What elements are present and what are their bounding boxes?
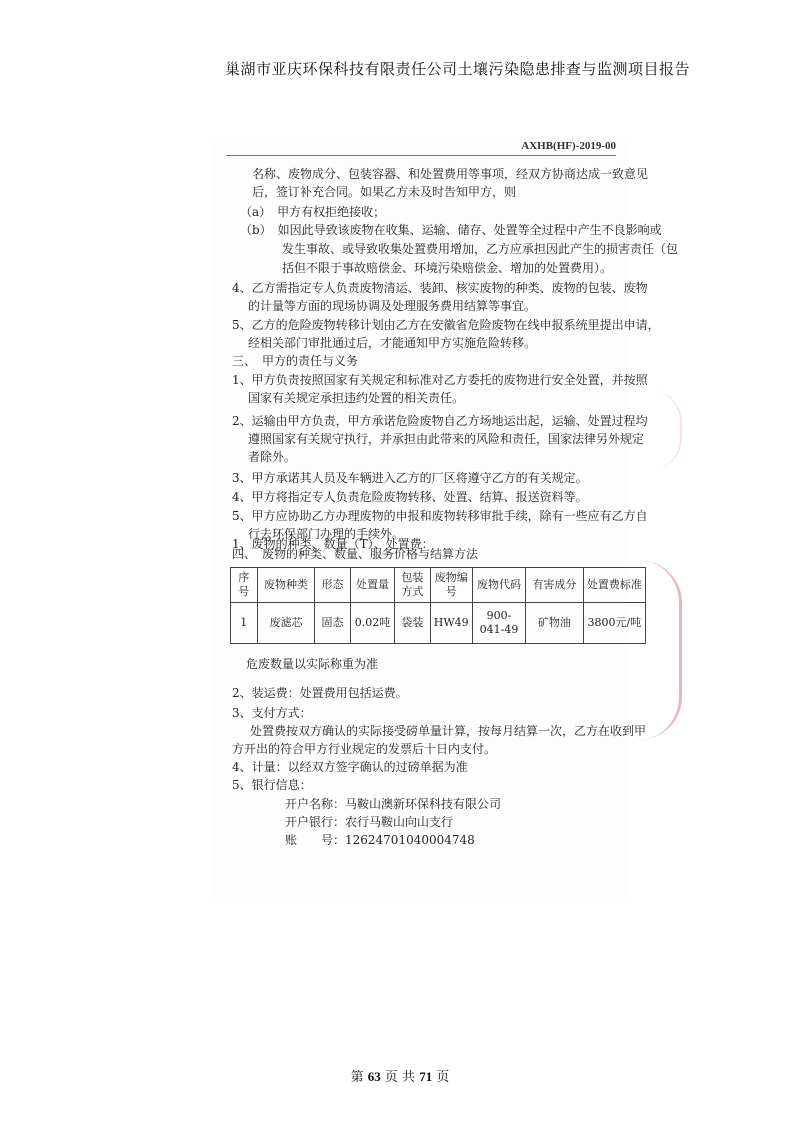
bank-account-number: 账 号：12624701040004748 <box>285 833 475 847</box>
text-line: 者除外。 <box>248 450 297 464</box>
column-header: 废物代码 <box>472 568 525 603</box>
table-row <box>231 603 646 644</box>
text-line: 5、乙方的危险废物转移计划由乙方在安徽省危险废物在线申报系统里提出申请， <box>232 318 660 332</box>
column-header: 有害成分 <box>526 568 584 603</box>
footer-middle: 页 共 <box>384 1070 416 1085</box>
text-line: 行去环保部门办理的手续外。 <box>248 527 405 541</box>
table-cell: 3800元/吨 <box>583 603 645 644</box>
footer-prefix: 第 <box>350 1070 364 1085</box>
text-line: 1、废物的种类、数量（T）、处置费： <box>232 537 434 551</box>
text-line: 3、甲方承诺其人员及车辆进入乙方的厂区将遵守乙方的有关规定。 <box>232 471 588 485</box>
document-code: AXHB(HF)-2019-00 <box>521 140 616 152</box>
column-header: 形态 <box>315 568 350 603</box>
current-page-number: 63 <box>367 1069 381 1084</box>
text-line: 4、计量：以经双方签字确认的过磅单据为准 <box>232 760 468 774</box>
text-line: 遵照国家有关规守执行，并承担由此带来的风险和责任，国家法律另外规定 <box>248 432 645 446</box>
text-line: 发生事故、或导致收集处置费用增加，乙方应承担因此产生的损害责任（包 <box>282 242 679 256</box>
text-line: 2、装运费：处置费用包括运费。 <box>232 686 408 700</box>
text-line: 名称、废物成分、包装容器、和处置费用等事项，经双方协商达成一致意见 <box>252 167 649 181</box>
header-rule <box>226 155 616 156</box>
faint-seal-mark <box>650 390 682 470</box>
column-header: 处置费标准 <box>583 568 645 603</box>
table-cell: 矿物油 <box>526 603 584 644</box>
section-heading: 三、 甲方的责任与义务 <box>232 354 359 368</box>
text-line: 2、运输由甲方负责，甲方承诺危险废物自乙方场地运出起，运输、处置过程均 <box>232 414 648 428</box>
column-header: 包装方式 <box>395 568 430 603</box>
total-page-number: 71 <box>419 1069 433 1084</box>
text-line: 方开出的符合甲方行业规定的发票后十日内支付。 <box>232 742 497 756</box>
text-line: （a） 甲方有权拒绝接收； <box>240 205 386 219</box>
column-header: 序号 <box>231 568 258 603</box>
table-header-row <box>231 568 646 603</box>
column-header: 废物种类 <box>257 568 315 603</box>
table-cell: 废滤芯 <box>257 603 315 644</box>
table-cell: HW49 <box>430 603 472 644</box>
text-line: 国家有关规定承担违约处置的相关责任。 <box>248 391 465 405</box>
footer-suffix: 页 <box>436 1070 450 1085</box>
section-heading: 四、 废物的种类、数量、服务价格与结算方法 <box>232 547 479 561</box>
bank-account-name: 开户名称：马鞍山澳新环保科技有限公司 <box>285 797 502 811</box>
text-line: 危废数量以实际称重为准 <box>246 657 379 671</box>
text-line: 的计量等方面的现场协调及处理服务费用结算等事宜。 <box>248 299 537 313</box>
bank-name: 开户银行：农行马鞍山向山支行 <box>285 815 454 829</box>
column-header: 处置量 <box>350 568 394 603</box>
table-cell: 固态 <box>315 603 350 644</box>
text-line: 1、甲方负责按照国家有关规定和标准对乙方委托的废物进行安全处置，并按照 <box>232 373 648 387</box>
text-line: 经相关部门审批通过后，才能通知甲方实施危险转移。 <box>248 336 537 350</box>
text-line: 括但不限于事故赔偿金、环境污染赔偿金、增加的处置费用）。 <box>282 261 613 275</box>
table-cell: 袋装 <box>395 603 430 644</box>
text-line: （b） 如因此导致该废物在收集、运输、储存、处置等全过程中产生不良影响或 <box>240 223 662 237</box>
page-footer <box>0 1066 800 1085</box>
text-line: 4、甲方将指定专人负责危险废物转移、处置、结算、报送资料等。 <box>232 490 588 504</box>
column-header: 废物编号 <box>430 568 472 603</box>
text-line: 3、支付方式： <box>232 706 312 720</box>
text-line: 5、甲方应协助乙方办理废物的申报和废物转移审批手续，除有一些应有乙方自 <box>232 509 648 523</box>
table-cell: 900-041-49 <box>472 603 525 644</box>
text-line: 处置费按双方确认的实际接受磅单量计算，按每月结算一次，乙方在收到甲 <box>250 724 647 738</box>
table-cell: 1 <box>231 603 258 644</box>
text-line: 后，签订补充合同。如果乙方未及时告知甲方，则 <box>252 185 517 199</box>
table-cell: 0.02吨 <box>350 603 394 644</box>
waste-table <box>230 567 646 644</box>
report-title: 巢湖市亚庆环保科技有限责任公司土壤污染隐患排查与监测项目报告 <box>224 60 690 78</box>
text-line: 5、银行信息： <box>232 778 312 792</box>
text-line: 4、乙方需指定专人负责废物清运、装卸、核实废物的种类、废物的包装、废物 <box>232 281 648 295</box>
